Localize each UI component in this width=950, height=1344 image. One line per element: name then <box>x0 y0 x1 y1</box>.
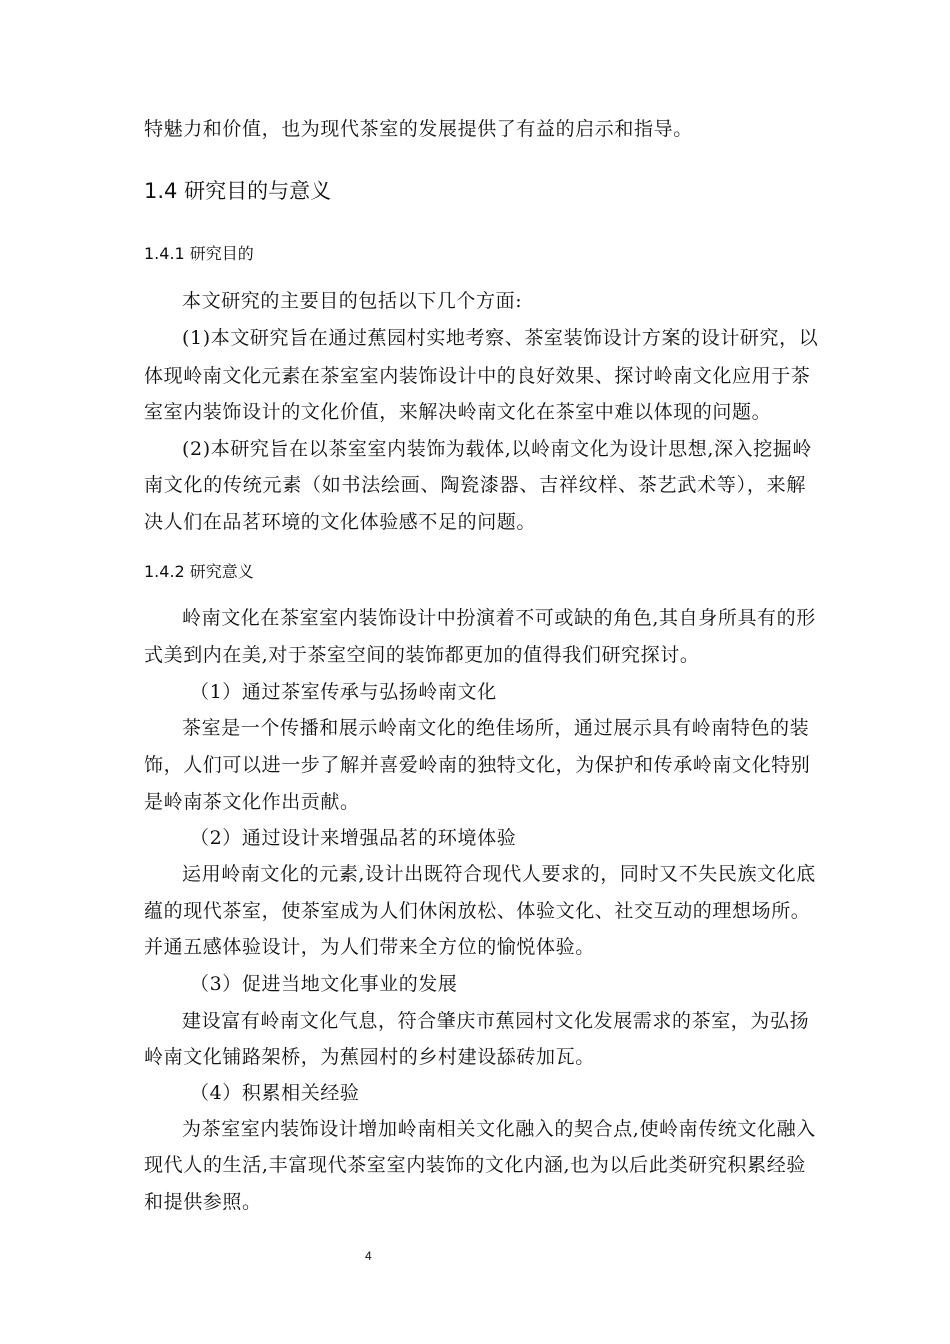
paragraph-line: 南文化的传统元素（如书法绘画、陶瓷漆器、吉祥纹样、茶艺武术等），来解 <box>144 474 806 496</box>
paragraph-line: 体现岭南文化元素在茶室室内装饰设计中的良好效果、探讨岭南文化应用于茶 <box>144 365 811 387</box>
paragraph-line: 运用岭南文化的元素,设计出既符合现代人要求的，同时又不失民族文化底 <box>182 863 816 885</box>
subsection-heading-1-4-2: 1.4.2 研究意义 <box>144 562 254 581</box>
list-heading: （4）积累相关经验 <box>190 1082 360 1104</box>
paragraph-line: 茶室是一个传播和展示岭南文化的绝佳场所，通过展示具有岭南特色的装 <box>182 717 810 739</box>
paragraph-line: 为茶室室内装饰设计增加岭南相关文化融入的契合点,使岭南传统文化融入 <box>182 1118 816 1140</box>
paragraph-line: 并通五感体验设计，为人们带来全方位的愉悦体验。 <box>144 936 595 958</box>
paragraph-line: 岭南文化铺路架桥，为蕉园村的乡村建设舔砖加瓦。 <box>144 1046 595 1068</box>
paragraph-line: 是岭南茶文化作出贡献。 <box>144 791 360 813</box>
paragraph-line: 饰，人们可以进一步了解并喜爱岭南的独特文化，为保护和传承岭南文化特别 <box>144 754 811 776</box>
paragraph-line: 现代人的生活,丰富现代茶室室内装饰的文化内涵,也为以后此类研究积累经验 <box>144 1154 806 1176</box>
paragraph-line: 岭南文化在茶室室内装饰设计中扮演着不可或缺的角色,其自身所具有的形 <box>182 607 816 629</box>
paragraph-line: 本文研究的主要目的包括以下几个方面: <box>182 290 523 312</box>
paragraph-line: 决人们在品茗环境的文化体验感不足的问题。 <box>144 511 537 533</box>
paragraph-line: 室室内装饰设计的文化价值，来解决岭南文化在茶室中难以体现的问题。 <box>144 401 772 423</box>
subsection-heading-1-4-1: 1.4.1 研究目的 <box>144 244 254 263</box>
paragraph-line: 式美到内在美,对于茶室空间的装饰都更加的值得我们研究探讨。 <box>144 644 700 666</box>
list-heading: （1）通过茶室传承与弘扬岭南文化 <box>190 681 497 703</box>
paragraph-line: 特魅力和价值，也为现代茶室的发展提供了有益的启示和指导。 <box>144 118 693 140</box>
paragraph-line: 和提供参照。 <box>144 1191 262 1213</box>
list-heading: （2）通过设计来增强品茗的环境体验 <box>190 827 517 849</box>
paragraph-line: 建设富有岭南文化气息，符合肇庆市蕉园村文化发展需求的茶室，为弘扬 <box>182 1010 810 1032</box>
paragraph-line: (2)本研究旨在以茶室室内装饰为载体,以岭南文化为设计思想,深入挖掘岭 <box>182 438 812 460</box>
page-number: 4 <box>365 1249 372 1263</box>
paragraph-line: 蕴的现代茶室，使茶室成为人们休闲放松、体验文化、社交互动的理想场所。 <box>144 900 811 922</box>
section-heading-1-4: 1.4 研究目的与意义 <box>144 179 332 203</box>
paragraph-line: (1)本文研究旨在通过蕉园村实地考察、茶室装饰设计方案的设计研究，以 <box>182 327 819 349</box>
list-heading: （3）促进当地文化事业的发展 <box>190 973 458 995</box>
